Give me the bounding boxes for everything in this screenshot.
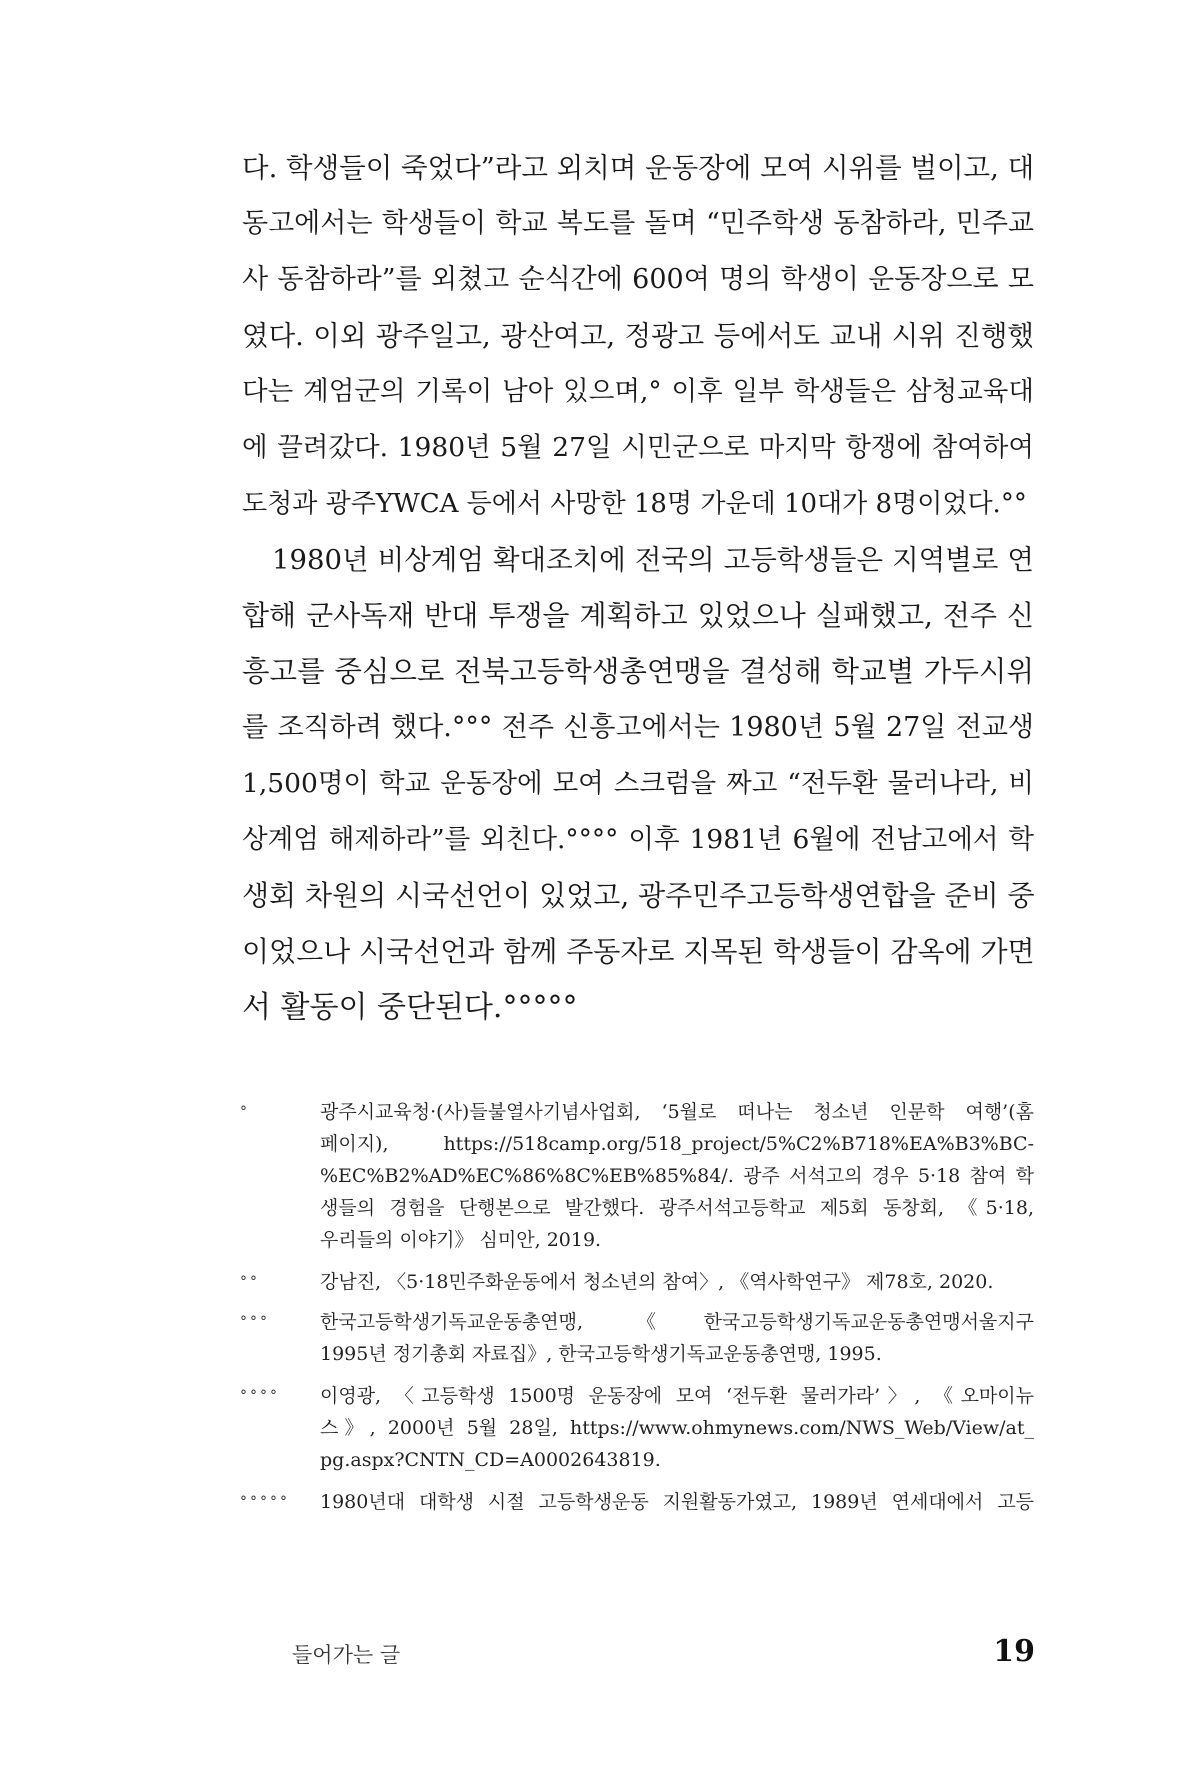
footnote-line: 1995년 정기총회 자료집》, 한국고등학생기독교운동총연맹, 1995.	[320, 1343, 882, 1365]
body-line: 이었으나 시국선언과 함께 주동자로 지목된 학생들이 감옥에 가면	[242, 935, 1035, 968]
body-line: 동고에서는 학생들이 학교 복도를 돌며 “민주학생 동참하라, 민주교	[242, 208, 1034, 239]
footnote-marker: °	[240, 1104, 250, 1120]
footnote-line: 광주시교육청·(사)들불열사기념사업회, ‘5월로 떠나는 청소년 인문학 여행’(홈	[320, 1101, 1034, 1123]
footnote-line: pg.aspx?CNTN_CD=A0002643819.	[320, 1449, 661, 1471]
footnote-marker: °°°°	[240, 1388, 280, 1404]
footnote-marker: °°°°°	[240, 1494, 290, 1510]
body-line: 흥고를 중심으로 전북고등학생총연맹을 결성해 학교별 가두시위	[242, 655, 1034, 688]
body-line: 에 끌려갔다. 1980년 5월 27일 시민군으로 마지막 항쟁에 참여하여	[242, 432, 1034, 463]
body-line: 를 조직하려 했다.°°° 전주 신흥고에서는 1980년 5월 27일 전교생	[242, 712, 1034, 743]
footnote-marker: °°	[240, 1274, 260, 1290]
running-title: 들어가는 글	[292, 1643, 401, 1667]
page-number: 19	[993, 1634, 1035, 1669]
body-line: 1,500명이 학교 운동장에 모여 스크럼을 짜고 “전두환 물러나라, 비	[242, 768, 1034, 799]
body-line: 1980년 비상계엄 확대조치에 전국의 고등학생들은 지역별로 연	[272, 544, 1034, 576]
footnote-line: 스》, 2000년 5월 28일, https://www.ohmynews.com/NWS_Web/View/at_	[320, 1417, 1034, 1439]
body-line: 다. 학생들이 죽었다”라고 외치며 운동장에 모여 시위를 벌이고, 대	[242, 152, 1035, 184]
body-line: 였다. 이외 광주일고, 광산여고, 정광고 등에서도 교내 시위 진행했	[242, 320, 1034, 352]
footnote-line: 한국고등학생기독교운동총연맹, 《한국고등학생기독교운동총연맹서울지구	[320, 1311, 1034, 1333]
footnote-marker: °°°	[240, 1314, 270, 1330]
body-line: 생회 차원의 시국선언이 있었고, 광주민주고등학생연합을 준비 중	[242, 879, 1035, 912]
body-line: 다는 계엄군의 기록이 남아 있으며,° 이후 일부 학생들은 삼청교육대	[242, 376, 1034, 407]
footnote-line: 강남진, 〈5·18민주화운동에서 청소년의 참여〉, 《역사학연구》 제78호, 2020.	[320, 1271, 994, 1293]
footnote-line: 페이지), https://518camp.org/518_project/5%C2%B718%EA%B3%BC-	[320, 1133, 1034, 1155]
body-line: 도청과 광주YWCA 등에서 사망한 18명 가운데 10대가 8명이었다.°°	[242, 489, 1027, 519]
body-line: 상계엄 해제하라”를 외친다.°°°° 이후 1981년 6월에 전남고에서 학	[242, 824, 1034, 855]
footnote-line: %EC%B2%AD%EC%86%8C%EB%85%84/. 광주 서석고의 경우 5·18 참여 학	[320, 1165, 1034, 1187]
footnote-line: 생들의 경험을 단행본으로 발간했다. 광주서석고등학교 제5회 동창회, 《5·18,	[320, 1197, 1034, 1219]
body-line: 사 동참하라”를 외쳤고 순식간에 600여 명의 학생이 운동장으로 모	[242, 264, 1034, 295]
footnote-line: 우리들의 이야기》 심미안, 2019.	[320, 1229, 602, 1251]
footnote-line: 1980년대 대학생 시절 고등학생운동 지원활동가였고, 1989년 연세대에서 고등	[320, 1491, 1034, 1513]
body-line: 합해 군사독재 반대 투쟁을 계획하고 있었으나 실패했고, 전주 신	[242, 599, 1034, 632]
body-line: 서 활동이 중단된다.°°°°°	[242, 990, 578, 1025]
footnote-line: 이영광, 〈고등학생 1500명 운동장에 모여 ‘전두환 물러가라’〉, 《오마이뉴	[320, 1385, 1034, 1407]
